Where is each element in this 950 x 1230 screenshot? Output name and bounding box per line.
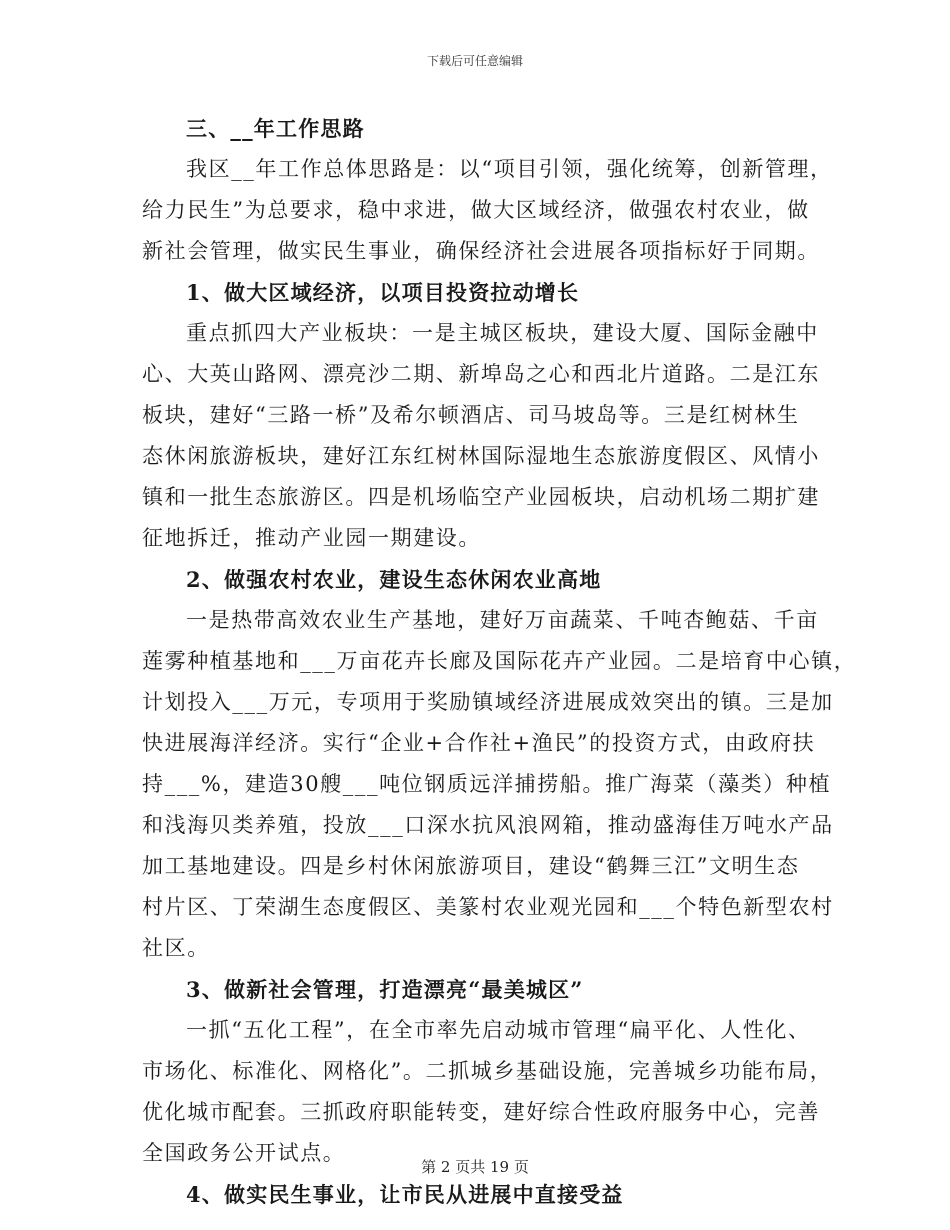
intro-line: 我区__年工作总体思路是：以“项目引领，强化统筹，创新管理， [186,157,833,181]
item-heading-2: 2、做强农村农业，建设生态休闲农业高地 [186,567,602,592]
paragraph-line: 快进展海洋经济。实行“企业+合作社+渔民”的投资方式，由政府扶 [142,731,816,755]
paragraph-line: 一是热带高效农业生产基地，建好万亩蔬菜、千吨杏鲍菇、千亩 [186,608,819,632]
item-heading-3: 3、做新社会管理，打造漂亮“最美城区” [186,977,584,1002]
paragraph-line: 优化城市配套。三抓政府职能转变，建好综合性政府服务中心，完善 [142,1100,820,1124]
intro-line: 新社会管理，做实民生事业，确保经济社会进展各项指标好于同期。 [142,239,820,263]
page-number: 第 2 页共 19 页 [421,1158,529,1176]
paragraph-line: 村片区、丁荣湖生态度假区、美篆村农业观光园和___个特色新型农村 [142,895,834,919]
paragraph-line: 重点抓四大产业板块：一是主城区板块，建设大厦、国际金融中 [186,321,819,345]
paragraph-line: 计划投入___万元，专项用于奖励镇域经济进展成效突出的镇。三是加 [142,690,834,714]
paragraph-line: 全国政务公开试点。 [142,1141,346,1165]
item-heading-1: 1、做大区域经济，以项目投资拉动增长 [186,280,580,305]
paragraph-line: 和浅海贝类养殖，投放___口深水抗风浪网箱，推动盛海佳万吨水产品 [142,813,834,837]
paragraph-line: 市场化、标准化、网格化”。二抓城乡基础设施，完善城乡功能布局， [142,1059,833,1083]
intro-line: 给力民生”为总要求，稳中求进，做大区域经济，做强农村农业，做 [142,198,810,222]
paragraph-line: 持___%，建造30艘___吨位钢质远洋捕捞船。推广海菜（藻类）种植 [142,772,832,796]
paragraph-line: 心、大英山路网、漂亮沙二期、新埠岛之心和西北片道路。二是江东 [142,362,820,386]
header-note: 下载后可任意编辑 [426,54,523,68]
paragraph-line: 态休闲旅游板块，建好江东红树林国际湿地生态旅游度假区、风情小 [142,444,820,468]
item-heading-4: 4、做实民生事业，让市民从进展中直接受益 [186,1182,624,1207]
paragraph-line: 征地拆迁，推动产业园一期建设。 [142,526,481,550]
paragraph-line: 镇和一批生态旅游区。四是机场临空产业园板块，启动机场二期扩建 [142,485,820,509]
paragraph-line: 板块，建好“三路一桥”及希尔顿酒店、司马坡岛等。三是红树林生 [142,403,800,427]
document-body [142,108,857,1215]
paragraph-line: 一抓“五化工程”，在全市率先启动城市管理“扁平化、人性化、 [186,1018,811,1042]
paragraph-line: 莲雾种植基地和___万亩花卉长廊及国际花卉产业园。二是培育中心镇， [142,649,857,673]
paragraph-line: 社区。 [142,936,210,960]
paragraph-line: 加工基地建设。四是乡村休闲旅游项目，建设“鹤舞三江”文明生态 [142,854,800,878]
section-title: 三、__年工作思路 [186,116,365,141]
